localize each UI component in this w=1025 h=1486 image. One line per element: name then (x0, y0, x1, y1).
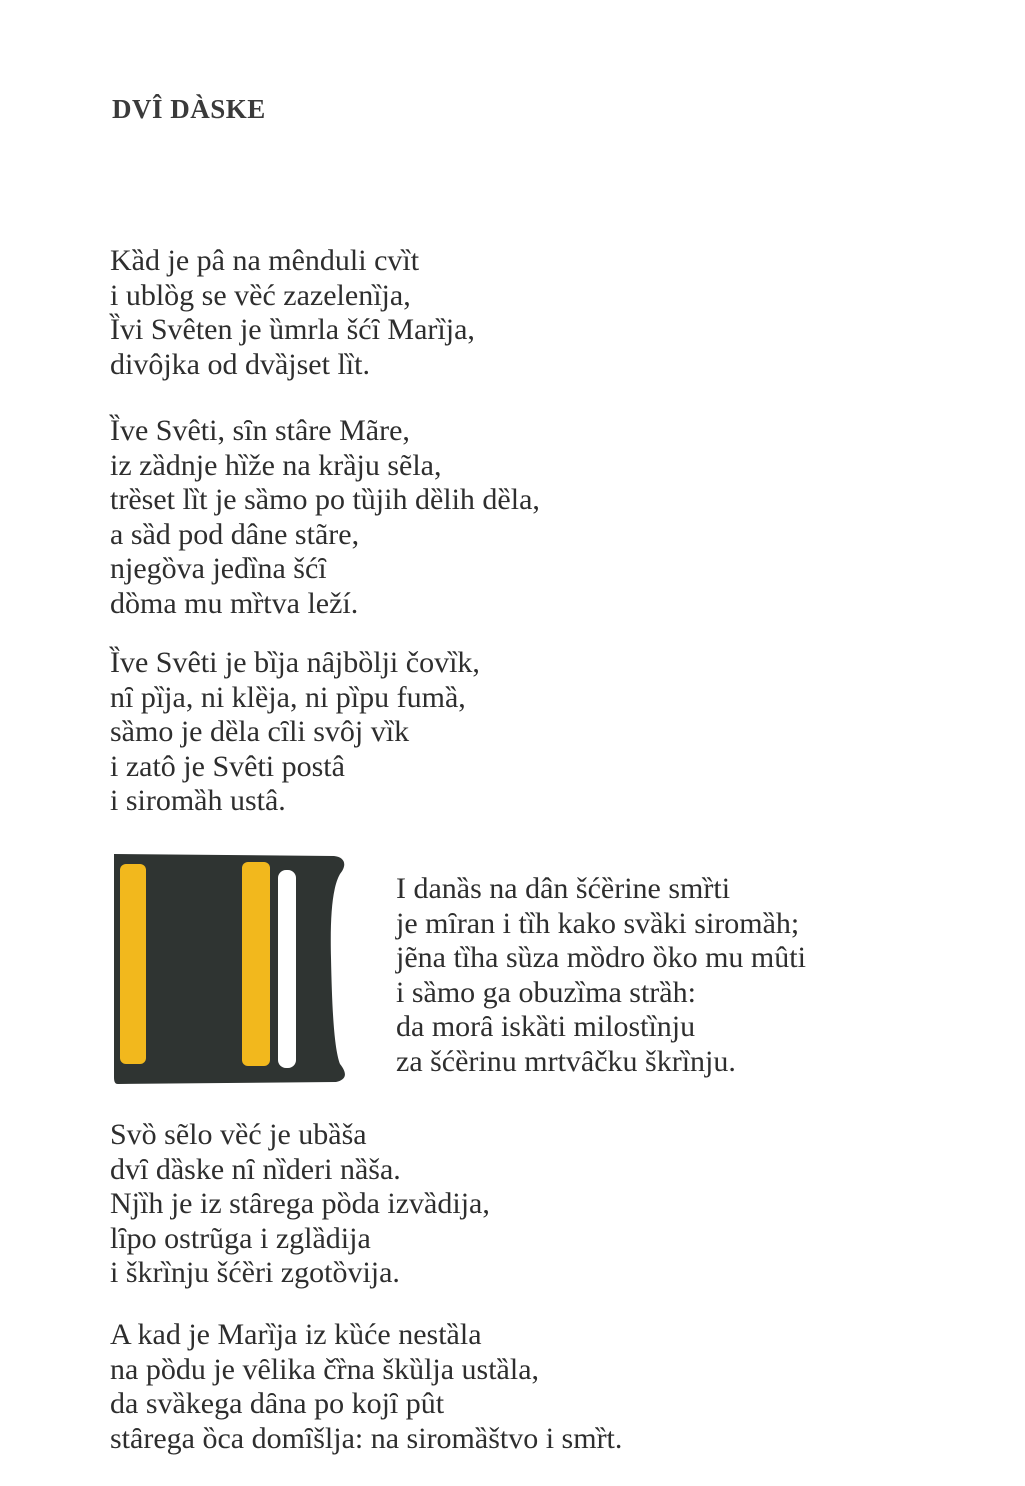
poem-line: iz zȁdnje hȉže na krȁju sẽla, (110, 448, 442, 482)
poem-line: sȁmo je dȅla cȋli svôj vȉk (110, 715, 410, 748)
poem-line: i zatô je Svêti postâ (110, 749, 345, 783)
right-plank (242, 862, 270, 1066)
stanza-2 (110, 414, 540, 621)
poem-line: I danȁs na dân šćȅrine smȑti (396, 872, 731, 905)
coffin-body (114, 854, 345, 1084)
poem-line: i sȁmo ga obuzȉma strȁh: (396, 975, 696, 1009)
poem-line: da morȃ iskȁti milostȉnju (396, 1010, 696, 1043)
poem-title: DVÎ DÀSKE (112, 94, 266, 124)
stanza-3 (110, 646, 480, 819)
poem-line: Ȉvi Svêten je ȕmrla šćȋ Marȉja, (110, 313, 475, 346)
plank-highlight (278, 870, 296, 1068)
poem-line: Njȉh je iz stȃrega pȍda izvȁdija, (110, 1187, 490, 1220)
poem-line: je mȋran i tȉh kako svȁki siromȁh; (396, 906, 800, 940)
poem-line: na pȍdu je vȇlika čȑna škȕlja ustȁla, (110, 1352, 540, 1386)
poem-line: lȋpo ostrũga i zglȁdija (110, 1221, 371, 1255)
poem-line: jẽna tȉha sȕza mȍdro ȍko mu mûti (396, 941, 806, 974)
poem-line: nȋ pȉja, ni klȅja, ni pȉpu fumȁ, (110, 680, 466, 714)
poem-line: i škrȉnju šćȅri zgotȍvija. (110, 1256, 400, 1289)
poem-line: Svȍ sẽlo vȅć je ubȁša (110, 1118, 367, 1151)
left-plank (120, 864, 146, 1064)
poem-line: za šćȅrinu mrtvȃčku škrȉnju. (396, 1044, 736, 1078)
poem-line: i ublȍg se vȅć zazelenȉja, (110, 278, 411, 312)
stanza-4 (396, 872, 806, 1079)
poem-line: a sȁd pod dâne stãre, (110, 517, 360, 551)
poem-line: divôjka od dvȁjset lȉt. (110, 347, 370, 381)
poem-line: i siromȁh ustâ. (110, 784, 286, 817)
poem-line: Ȉve Svêti, sȋn stâre Mãre, (110, 414, 410, 447)
poem-line: dȍma mu mȑtva leží. (110, 586, 359, 620)
poem-line: da svȁkega dȃna po kojȋ pût (110, 1387, 445, 1420)
poem-line: njegȍva jedȉna šćȋ (110, 552, 327, 585)
poem-line: Ȉve Svêti je bȉja nȃjbȍlji čovȉk, (110, 646, 480, 679)
stanza-1 (110, 244, 475, 382)
stanza-5 (110, 1118, 490, 1291)
poem-line: A kad je Marȉja iz kȕće nestȁla (110, 1318, 482, 1351)
poem-line: trȅset lȉt je sȁmo po tȕjih dȅlih dȅla, (110, 483, 540, 516)
two-planks-coffin-icon (112, 848, 360, 1088)
poem-line: dvȋ dȁske nȋ nȉderi nȁša. (110, 1152, 401, 1186)
stanza-6 (110, 1318, 622, 1456)
poem-line: Kȁd je pâ na mênduli cvȉt (110, 244, 420, 277)
poem-line: stȃrega ȍca domȋšlja: na siromȁštvo i smȑt. (110, 1421, 623, 1455)
